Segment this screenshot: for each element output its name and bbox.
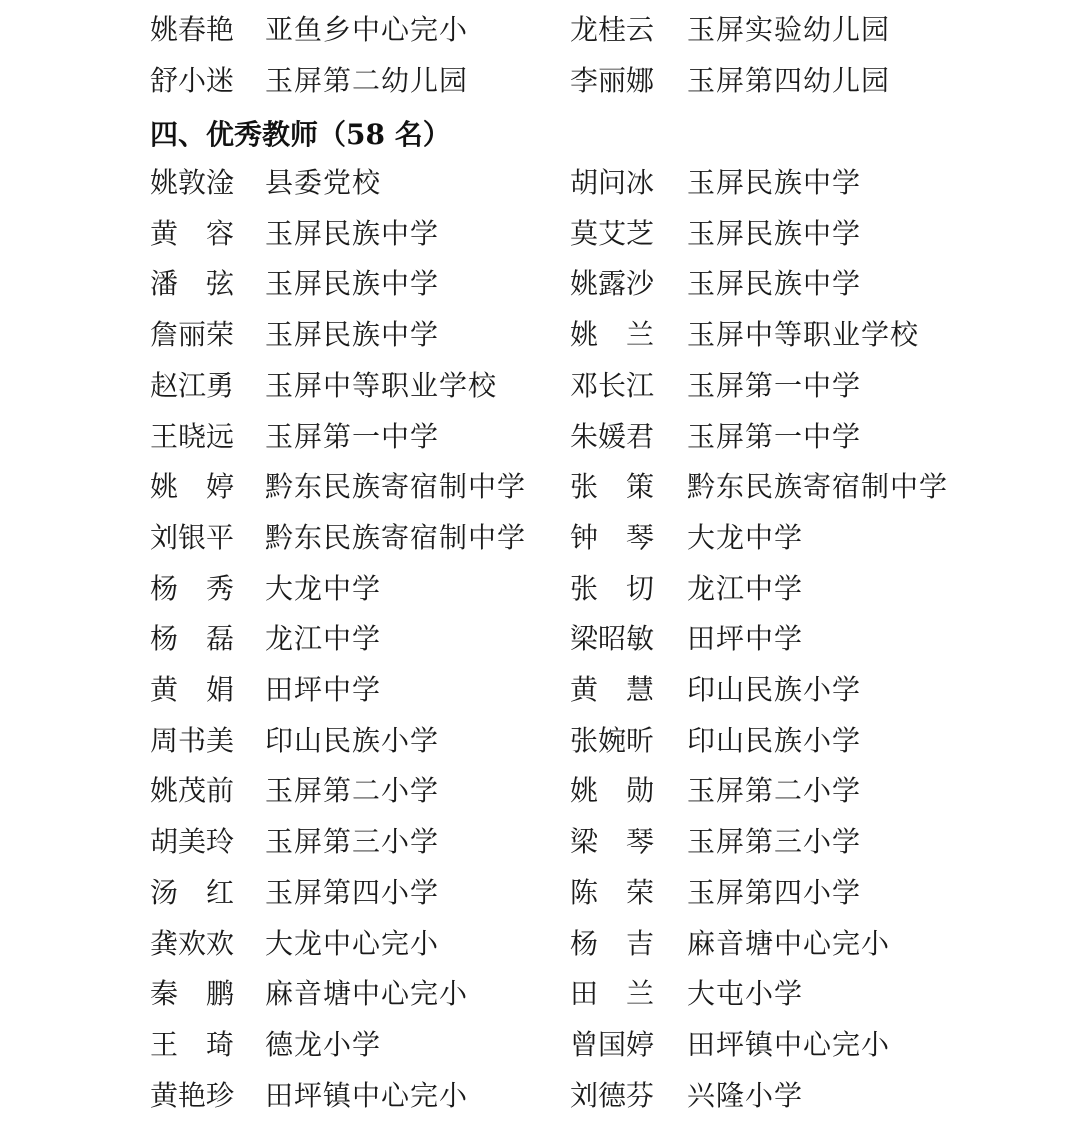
left-name: 王 琦 (150, 1027, 235, 1061)
left-org: 玉屏第三小学 (265, 825, 440, 859)
left-name: 王晓远 (150, 419, 235, 453)
right-name: 杨 吉 (570, 926, 655, 960)
left-name: 潘 弦 (150, 267, 235, 301)
left-org: 印山民族小学 (265, 723, 440, 757)
list-row (0, 361, 1080, 411)
right-org: 田坪镇中心完小 (687, 1027, 891, 1061)
right-org: 玉屏民族中学 (687, 216, 862, 250)
right-org: 玉屏第四幼儿园 (687, 63, 891, 97)
right-org: 龙江中学 (687, 571, 804, 605)
right-org: 大屯小学 (687, 977, 804, 1011)
left-org: 田坪中学 (265, 673, 382, 706)
right-name: 朱媛君 (570, 419, 655, 453)
right-name: 陈 荣 (570, 875, 655, 909)
left-org: 黔东民族寄宿制中学 (265, 470, 527, 504)
right-name: 姚 勋 (570, 774, 655, 808)
left-org: 玉屏第四小学 (265, 875, 440, 909)
section-heading: 四、优秀教师（58 名） (150, 118, 451, 151)
list-row (0, 564, 1080, 614)
left-name: 杨 磊 (150, 622, 235, 656)
right-org: 田坪中学 (687, 622, 804, 656)
right-name: 钟 琴 (570, 520, 655, 554)
list-row (0, 817, 1080, 867)
right-org: 玉屏实验幼儿园 (687, 13, 891, 46)
left-name: 舒小迷 (150, 63, 235, 97)
left-name: 汤 红 (150, 875, 235, 909)
list-row (0, 513, 1080, 563)
left-name: 赵江勇 (150, 368, 235, 402)
right-org: 大龙中学 (687, 520, 804, 554)
right-org: 玉屏第一中学 (687, 368, 862, 402)
left-org: 玉屏民族中学 (265, 267, 440, 301)
left-name: 姚春艳 (150, 13, 235, 46)
right-name: 梁 琴 (570, 825, 655, 859)
list-row (0, 614, 1080, 664)
left-name: 黄 容 (150, 216, 235, 250)
right-name: 梁昭敏 (570, 622, 655, 656)
list-row (0, 716, 1080, 766)
left-org: 玉屏第二小学 (265, 774, 440, 808)
right-org: 玉屏中等职业学校 (687, 318, 920, 352)
left-org: 大龙中心完小 (265, 926, 440, 960)
left-org: 县委党校 (265, 166, 382, 199)
right-name: 莫艾芝 (570, 216, 655, 250)
right-name: 田 兰 (570, 977, 655, 1011)
list-row (0, 665, 1080, 715)
left-org: 玉屏民族中学 (265, 318, 440, 352)
right-org: 印山民族小学 (687, 673, 862, 706)
list-row (0, 868, 1080, 918)
left-name: 黄艳珍 (150, 1078, 235, 1112)
left-name: 胡美玲 (150, 825, 235, 859)
left-org: 黔东民族寄宿制中学 (265, 520, 527, 554)
list-row (0, 919, 1080, 969)
list-row (0, 1071, 1080, 1121)
left-name: 周书美 (150, 723, 235, 757)
list-row (0, 462, 1080, 512)
right-name: 黄 慧 (570, 673, 655, 706)
right-name: 胡问冰 (570, 166, 655, 199)
right-org: 玉屏民族中学 (687, 267, 862, 301)
left-org: 玉屏第一中学 (265, 419, 440, 453)
left-name: 龚欢欢 (150, 926, 235, 960)
left-org: 亚鱼乡中心完小 (265, 13, 469, 46)
right-name: 张婉昕 (570, 723, 655, 757)
list-row (0, 1020, 1080, 1070)
left-org: 玉屏第二幼儿园 (265, 63, 469, 97)
right-name: 龙桂云 (570, 13, 655, 46)
left-name: 刘银平 (150, 520, 235, 554)
right-org: 玉屏第四小学 (687, 875, 862, 909)
left-org: 大龙中学 (265, 571, 382, 605)
right-name: 张 策 (570, 470, 655, 504)
left-name: 秦 鹏 (150, 977, 235, 1011)
list-row (0, 310, 1080, 360)
right-org: 玉屏第一中学 (687, 419, 862, 453)
right-name: 刘德芬 (570, 1078, 655, 1112)
left-name: 姚敦淦 (150, 166, 235, 199)
right-org: 玉屏第三小学 (687, 825, 862, 859)
right-org: 玉屏第二小学 (687, 774, 862, 808)
list-row (0, 209, 1080, 259)
right-name: 姚露沙 (570, 267, 655, 301)
left-name: 詹丽荣 (150, 318, 235, 352)
left-name: 黄 娟 (150, 673, 235, 706)
right-name: 曾国婷 (570, 1027, 655, 1061)
left-name: 杨 秀 (150, 571, 235, 605)
left-name: 姚 婷 (150, 470, 235, 504)
right-org: 玉屏民族中学 (687, 166, 862, 199)
list-row (0, 56, 1080, 106)
list-row (0, 412, 1080, 462)
right-name: 姚 兰 (570, 318, 655, 352)
right-org: 印山民族小学 (687, 723, 862, 757)
list-row (0, 259, 1080, 309)
right-name: 邓长江 (570, 368, 655, 402)
right-name: 李丽娜 (570, 63, 655, 97)
right-org: 黔东民族寄宿制中学 (687, 470, 949, 504)
list-row (0, 969, 1080, 1019)
left-name: 姚茂前 (150, 774, 235, 808)
list-row (0, 5, 1080, 55)
left-org: 德龙小学 (265, 1027, 382, 1061)
left-org: 玉屏民族中学 (265, 216, 440, 250)
right-org: 麻音塘中心完小 (687, 926, 891, 960)
left-org: 麻音塘中心完小 (265, 977, 469, 1011)
left-org: 玉屏中等职业学校 (265, 368, 498, 402)
list-row (0, 158, 1080, 208)
right-org: 兴隆小学 (687, 1078, 804, 1112)
left-org: 龙江中学 (265, 622, 382, 656)
left-org: 田坪镇中心完小 (265, 1078, 469, 1112)
list-row (0, 766, 1080, 816)
right-name: 张 切 (570, 571, 655, 605)
